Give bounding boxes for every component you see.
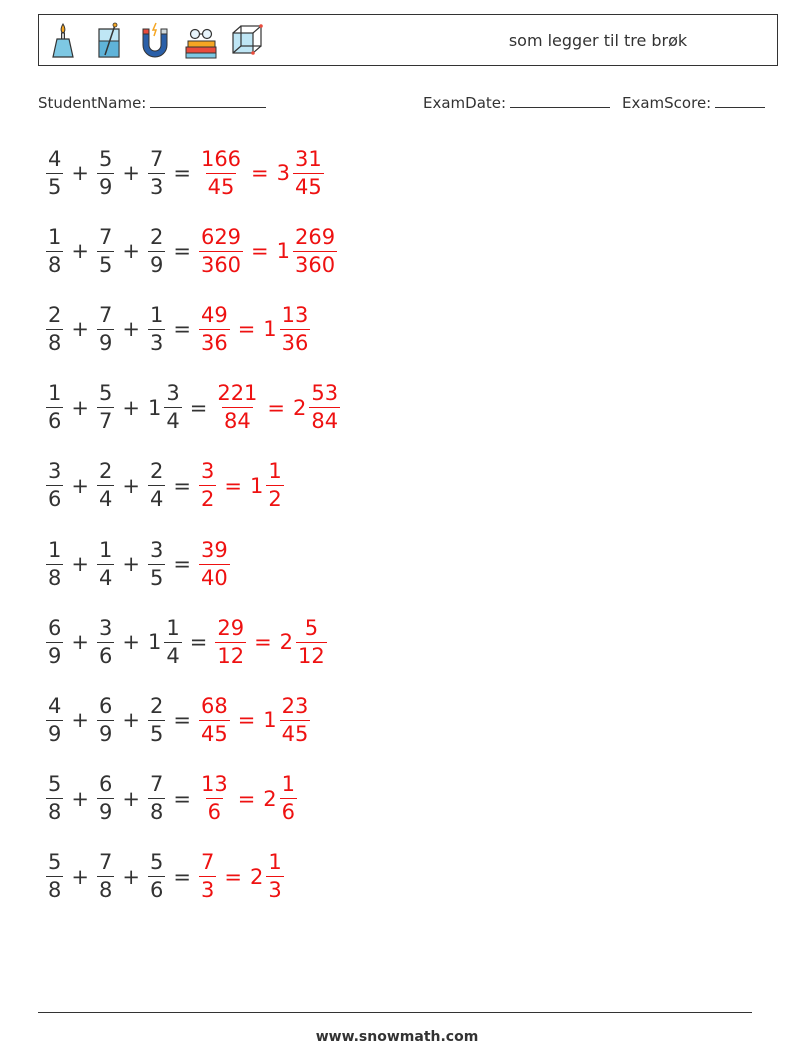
term-fraction — [46, 537, 63, 590]
answer-mixed-fraction — [280, 302, 311, 355]
exam-score-field[interactable] — [622, 93, 765, 112]
numerator: 2 — [48, 302, 62, 327]
term-fraction — [148, 302, 165, 355]
numerator: 4 — [48, 693, 62, 718]
term-fraction — [97, 693, 114, 746]
exam-score-label: ExamScore: — [622, 94, 712, 112]
numerator: 1 — [48, 381, 62, 406]
plus-sign: + — [71, 239, 89, 264]
term-fraction — [97, 461, 114, 510]
denominator: 360 — [295, 252, 336, 277]
books-glasses-icon — [183, 21, 219, 61]
answer — [197, 302, 312, 355]
denominator: 6 — [207, 800, 221, 825]
denominator: 5 — [98, 252, 113, 277]
problem-row — [44, 766, 299, 832]
answer-improper-fraction — [215, 383, 259, 432]
plus-sign: + — [71, 161, 89, 185]
numerator: 7 — [98, 224, 113, 249]
denominator: 4 — [149, 487, 164, 512]
answer-mixed-fraction — [293, 146, 324, 199]
answer — [197, 146, 326, 199]
denominator: 6 — [98, 643, 113, 668]
denominator: 40 — [200, 565, 228, 590]
problem-row — [44, 218, 339, 284]
term-fraction — [148, 693, 165, 746]
equals-sign: = — [173, 473, 191, 498]
numerator: 629 — [200, 224, 242, 249]
denominator: 45 — [295, 174, 322, 199]
denominator: 3 — [200, 878, 215, 903]
answer-mixed-fraction — [280, 693, 311, 746]
plus-sign: + — [71, 552, 89, 576]
equals-sign: = — [251, 161, 269, 185]
answer-improper-fraction — [199, 224, 243, 277]
numerator: 1 — [166, 615, 180, 640]
equals-sign: = — [254, 630, 272, 655]
numerator: 13 — [281, 302, 309, 327]
equals-sign: = — [267, 395, 286, 420]
denominator: 5 — [48, 174, 62, 199]
denominator: 7 — [98, 409, 113, 434]
answer — [197, 224, 339, 277]
numerator: 3 — [149, 537, 164, 562]
answer-whole-number: 2 — [263, 786, 277, 811]
equals-sign: = — [173, 708, 191, 733]
numerator: 7 — [98, 302, 113, 327]
answer-improper-fraction — [199, 461, 216, 510]
plus-sign: + — [122, 395, 140, 420]
equals-sign: = — [173, 864, 191, 889]
term-fraction — [46, 615, 63, 668]
denominator: 3 — [268, 878, 282, 903]
denominator: 3 — [149, 330, 164, 355]
plus-sign: + — [71, 395, 89, 420]
answer-mixed-fraction — [266, 461, 283, 510]
term-fraction — [97, 302, 114, 355]
answer-mixed-fraction — [293, 224, 337, 277]
term-fraction — [46, 224, 63, 277]
denominator: 2 — [268, 487, 282, 512]
numerator: 23 — [281, 693, 309, 718]
denominator: 45 — [281, 721, 309, 746]
numerator: 7 — [98, 850, 113, 875]
term-fraction — [97, 224, 114, 277]
term-fraction — [97, 146, 114, 199]
numerator: 31 — [295, 146, 322, 171]
beaker-icon — [91, 21, 127, 61]
numerator: 7 — [200, 850, 215, 875]
answer-improper-fraction — [215, 615, 246, 668]
plus-sign: + — [122, 864, 140, 889]
numerator: 2 — [149, 224, 164, 249]
numerator: 29 — [217, 615, 245, 640]
answer-improper-fraction — [199, 774, 230, 823]
numerator: 4 — [48, 146, 62, 171]
term-fraction — [46, 461, 63, 510]
numerator: 3 — [200, 459, 215, 484]
denominator: 8 — [48, 800, 62, 825]
answer-improper-fraction — [199, 852, 216, 901]
denominator: 6 — [281, 800, 296, 825]
denominator: 4 — [98, 565, 113, 590]
denominator: 9 — [98, 174, 113, 199]
term-fraction — [148, 852, 165, 901]
worksheet-title: som legger til tre brøk — [508, 31, 688, 50]
denominator: 9 — [98, 721, 113, 746]
footer-divider — [38, 1012, 752, 1013]
plus-sign: + — [71, 864, 89, 889]
term-fraction — [164, 383, 181, 432]
term-fraction — [148, 146, 165, 199]
term-fraction — [148, 224, 165, 277]
plus-sign: + — [122, 708, 140, 733]
numerator: 1 — [48, 537, 62, 562]
numerator: 1 — [268, 850, 282, 875]
numerator: 49 — [200, 302, 228, 327]
answer — [197, 852, 286, 901]
answer-improper-fraction — [199, 302, 230, 355]
numerator: 5 — [304, 615, 319, 640]
numerator: 5 — [98, 381, 113, 406]
denominator: 9 — [149, 252, 164, 277]
denominator: 6 — [48, 487, 62, 512]
icon-strip — [45, 21, 265, 61]
plus-sign: + — [122, 786, 140, 811]
equals-sign: = — [237, 317, 256, 342]
denominator: 36 — [281, 330, 309, 355]
term-fraction — [46, 146, 63, 199]
whole-number: 1 — [147, 395, 162, 420]
student-name-blank[interactable] — [150, 93, 266, 108]
numerator: 3 — [48, 459, 62, 484]
denominator: 5 — [149, 565, 164, 590]
numerator: 221 — [217, 381, 258, 406]
equals-sign: = — [224, 473, 242, 498]
plus-sign: + — [71, 473, 89, 498]
plus-sign: + — [122, 552, 140, 576]
denominator: 8 — [149, 800, 164, 825]
problem-row — [44, 844, 286, 910]
equals-sign: = — [173, 786, 191, 811]
numerator: 5 — [48, 772, 62, 797]
answer — [197, 774, 299, 823]
answer — [197, 461, 286, 510]
numerator: 3 — [166, 381, 180, 406]
answer-improper-fraction — [199, 146, 243, 199]
answer — [197, 537, 232, 590]
exam-score-blank[interactable] — [715, 93, 765, 108]
numerator: 7 — [149, 772, 164, 797]
equals-sign: = — [173, 161, 191, 185]
answer-mixed-fraction — [280, 774, 297, 823]
answer-improper-fraction — [199, 537, 230, 590]
numerator: 5 — [48, 850, 62, 875]
numerator: 13 — [200, 772, 228, 797]
problem-row — [44, 296, 312, 362]
plus-sign: + — [122, 473, 140, 498]
denominator: 6 — [149, 878, 164, 903]
answer-whole-number: 1 — [276, 239, 291, 264]
term-fraction — [46, 774, 63, 823]
numerator: 5 — [98, 146, 113, 171]
numerator: 39 — [200, 537, 228, 562]
denominator: 4 — [98, 487, 113, 512]
equals-sign: = — [251, 239, 269, 264]
term-fraction — [97, 383, 114, 432]
denominator: 8 — [48, 878, 62, 903]
plus-sign: + — [122, 317, 140, 342]
denominator: 8 — [48, 330, 62, 355]
whole-number: 1 — [147, 630, 162, 655]
term-fraction — [97, 615, 114, 668]
term-fraction — [164, 615, 181, 668]
answer-whole-number: 2 — [279, 630, 294, 655]
denominator: 9 — [48, 643, 62, 668]
numerator: 7 — [149, 146, 164, 171]
student-name-field[interactable] — [38, 93, 266, 112]
numerator: 68 — [200, 693, 228, 718]
numerator: 1 — [98, 537, 113, 562]
denominator: 9 — [48, 721, 62, 746]
denominator: 4 — [166, 409, 180, 434]
answer-mixed-fraction — [296, 615, 327, 668]
answer — [213, 615, 328, 668]
equals-sign: = — [173, 552, 191, 576]
term-fraction — [46, 302, 63, 355]
numerator: 1 — [268, 459, 282, 484]
answer-whole-number: 1 — [249, 473, 264, 498]
problem-row — [44, 375, 342, 441]
numerator: 1 — [149, 302, 164, 327]
term-fraction — [148, 537, 165, 590]
denominator: 8 — [98, 878, 113, 903]
student-name-label: StudentName: — [38, 94, 147, 112]
denominator: 5 — [149, 721, 164, 746]
denominator: 12 — [217, 643, 245, 668]
denominator: 36 — [200, 330, 228, 355]
plus-sign: + — [122, 630, 140, 655]
denominator: 360 — [200, 252, 242, 277]
denominator: 2 — [200, 487, 215, 512]
numerator: 2 — [98, 459, 113, 484]
equals-sign: = — [224, 864, 242, 889]
denominator: 84 — [224, 409, 251, 434]
plus-sign: + — [71, 317, 89, 342]
exam-date-blank[interactable] — [510, 93, 610, 108]
answer-whole-number: 2 — [249, 864, 264, 889]
term-fraction — [148, 461, 165, 510]
numerator: 53 — [311, 381, 339, 406]
numerator: 6 — [48, 615, 62, 640]
numerator: 2 — [149, 459, 164, 484]
plus-sign: + — [71, 630, 89, 655]
exam-date-label: ExamDate: — [423, 94, 507, 112]
numerator: 6 — [98, 772, 113, 797]
magnet-icon — [137, 21, 173, 61]
problem-row — [44, 531, 232, 597]
answer-mixed-fraction — [309, 383, 340, 432]
term-fraction — [97, 774, 114, 823]
plus-sign: + — [71, 708, 89, 733]
denominator: 8 — [48, 565, 62, 590]
numerator: 3 — [98, 615, 113, 640]
denominator: 8 — [48, 252, 62, 277]
equals-sign: = — [237, 708, 256, 733]
term-fraction — [148, 774, 165, 823]
footer-url: www.snowmath.com — [315, 1029, 479, 1045]
term-fraction — [46, 852, 63, 901]
equals-sign: = — [237, 786, 256, 811]
term-fraction — [46, 693, 63, 746]
answer — [213, 383, 342, 432]
denominator: 84 — [311, 409, 339, 434]
equals-sign: = — [173, 239, 191, 264]
numerator: 2 — [149, 693, 164, 718]
cube-icon — [229, 21, 265, 61]
denominator: 6 — [48, 409, 62, 434]
problem-row — [44, 453, 286, 519]
problem-row — [44, 609, 329, 675]
numerator: 5 — [149, 850, 164, 875]
denominator: 12 — [298, 643, 325, 668]
numerator: 1 — [48, 224, 62, 249]
answer-whole-number: 3 — [276, 161, 291, 185]
numerator: 269 — [295, 224, 336, 249]
plus-sign: + — [71, 786, 89, 811]
denominator: 9 — [98, 800, 113, 825]
denominator: 9 — [98, 330, 113, 355]
header-box — [38, 14, 778, 66]
term-fraction — [46, 383, 63, 432]
denominator: 45 — [207, 174, 235, 199]
term-fraction — [97, 537, 114, 590]
plus-sign: + — [122, 239, 140, 264]
problem-row — [44, 687, 312, 753]
denominator: 3 — [149, 174, 164, 199]
equals-sign: = — [189, 630, 208, 655]
numerator: 1 — [281, 772, 296, 797]
equals-sign: = — [173, 317, 191, 342]
answer-improper-fraction — [199, 693, 230, 746]
alcohol-burner-icon — [45, 21, 81, 61]
answer — [197, 693, 312, 746]
answer-whole-number: 1 — [263, 317, 277, 342]
numerator: 6 — [98, 693, 113, 718]
equals-sign: = — [189, 395, 208, 420]
numerator: 166 — [200, 146, 242, 171]
term-fraction — [97, 852, 114, 901]
denominator: 45 — [200, 721, 228, 746]
problem-row — [44, 140, 326, 206]
answer-whole-number: 1 — [263, 708, 277, 733]
answer-mixed-fraction — [266, 852, 283, 901]
answer-whole-number: 2 — [293, 395, 307, 420]
denominator: 4 — [166, 643, 180, 668]
plus-sign: + — [122, 161, 140, 185]
exam-date-field[interactable] — [423, 93, 610, 112]
